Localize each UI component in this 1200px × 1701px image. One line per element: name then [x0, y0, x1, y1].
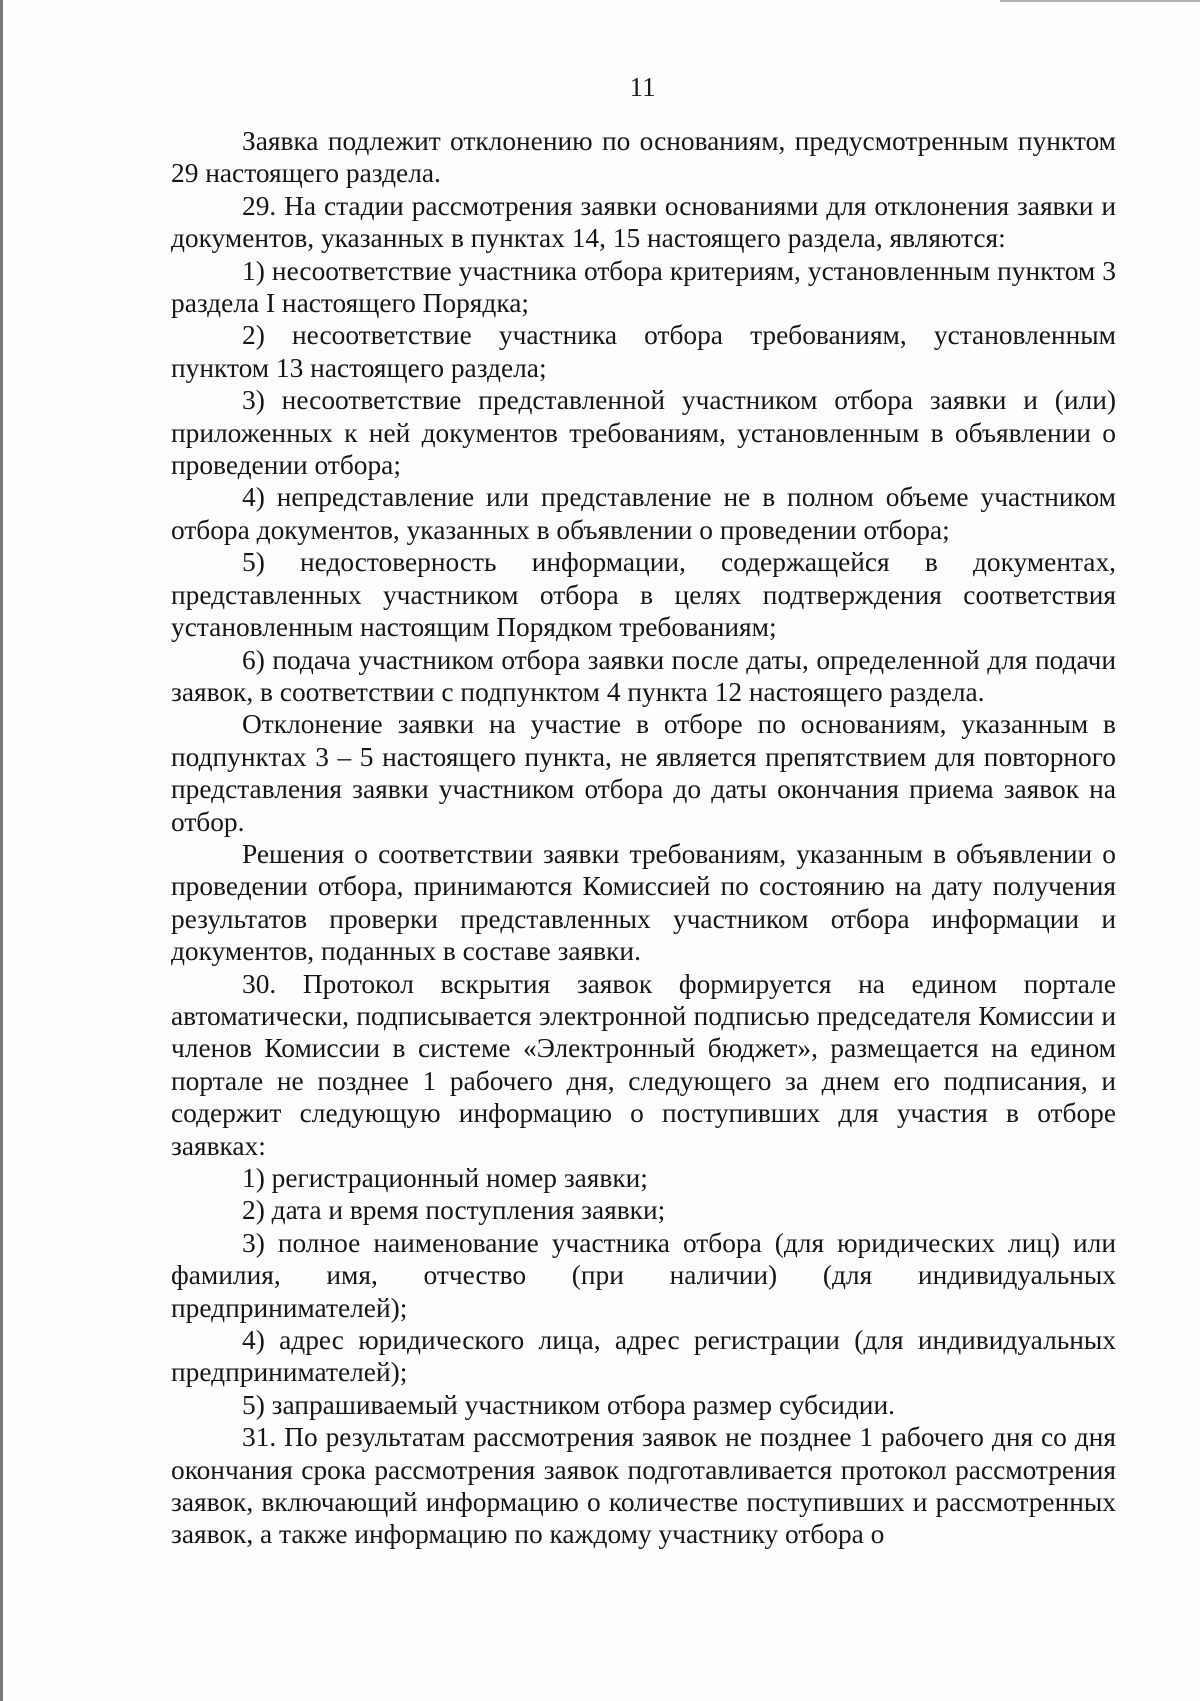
- paragraph-decisions: Решения о соответствии заявки требованиям, указанным в объявлении о проведении отбора, принимаются Комиссией по состоянию на дату получения результатов проверки представленных участником отбора информации и документов, поданных в составе заявки.: [171, 838, 1116, 967]
- document-body: [171, 125, 1116, 1551]
- paragraph-30: 30. Протокол вскрытия заявок формируется на едином портале автоматически, подписывается электронной подписью председателя Комиссии и членов Комиссии в системе «Электронный бюджет», размещается на едином портале не позднее 1 рабочего дня, следующего за днем его подписания, и содержит следующую информацию о поступивших для участия в отборе заявках:: [171, 968, 1116, 1161]
- paragraph-rejection-intro: Заявка подлежит отклонению по основаниям, предусмотренным пунктом 29 настоящего раздела.: [171, 126, 1116, 189]
- page-left-edge: [0, 0, 3, 1701]
- paragraph-29-item-3: 3) несоответствие представленной участником отбора заявки и (или) приложенных к ней документов требованиям, установленным в объявлении о проведении отбора;: [171, 385, 1116, 481]
- paragraph-30-item-2: 2) дата и время поступления заявки;: [242, 1195, 666, 1226]
- page-number: 11: [629, 72, 656, 102]
- paragraph-29: 29. На стадии рассмотрения заявки основаниями для отклонения заявки и документов, указанных в пунктах 14, 15 настоящего раздела, являются:: [171, 190, 1116, 254]
- paragraph-30-item-1: 1) регистрационный номер заявки;: [242, 1163, 648, 1193]
- paragraph-31: 31. По результатам рассмотрения заявок не позднее 1 рабочего дня со дня окончания срока рассмотрения заявок подготавливается протокол рассмотрения заявок, включающий информацию о количестве поступивших и рассмотренных заявок, а также информацию по каждому участнику отбора о: [171, 1422, 1116, 1550]
- paragraph-29-item-4: 4) непредставление или представление не в полном объеме участником отбора документов, указанных в объявлении о проведении отбора;: [171, 482, 1116, 545]
- paragraph-29-item-6: 6) подача участником отбора заявки после даты, определенной для подачи заявок, в соответствии с подпунктом 4 пункта 12 настоящего раздела.: [171, 644, 1116, 707]
- paragraph-30-item-3: 3) полное наименование участника отбора (для юридических лиц) или фамилия, имя, отчество (при наличии) (для индивидуальных предпринимателей);: [171, 1227, 1116, 1323]
- scan-artifact-line: [1000, 0, 1200, 2]
- paragraph-30-item-4: 4) адрес юридического лица, адрес регистрации (для индивидуальных предпринимателей);: [171, 1325, 1116, 1388]
- paragraph-29-item-5: 5) недостоверность информации, содержащейся в документах, представленных участником отбора в целях подтверждения соответствия установленным настоящим Порядком требованиям;: [171, 547, 1116, 643]
- paragraph-29-item-2: 2) несоответствие участника отбора требованиям, установленным пунктом 13 настоящего раздела;: [171, 320, 1116, 383]
- paragraph-30-item-5: 5) запрашиваемый участником отбора размер субсидии.: [242, 1389, 895, 1420]
- paragraph-rejection-note: Отклонение заявки на участие в отборе по основаниям, указанным в подпунктах 3 – 5 настоящего пункта, не является препятствием для повторного представления заявки участником отбора до даты окончания приема заявок на отбор.: [171, 709, 1116, 837]
- paragraph-29-item-1: 1) несоответствие участника отбора критериям, установленным пунктом 3 раздела I настоящего Порядка;: [171, 255, 1116, 319]
